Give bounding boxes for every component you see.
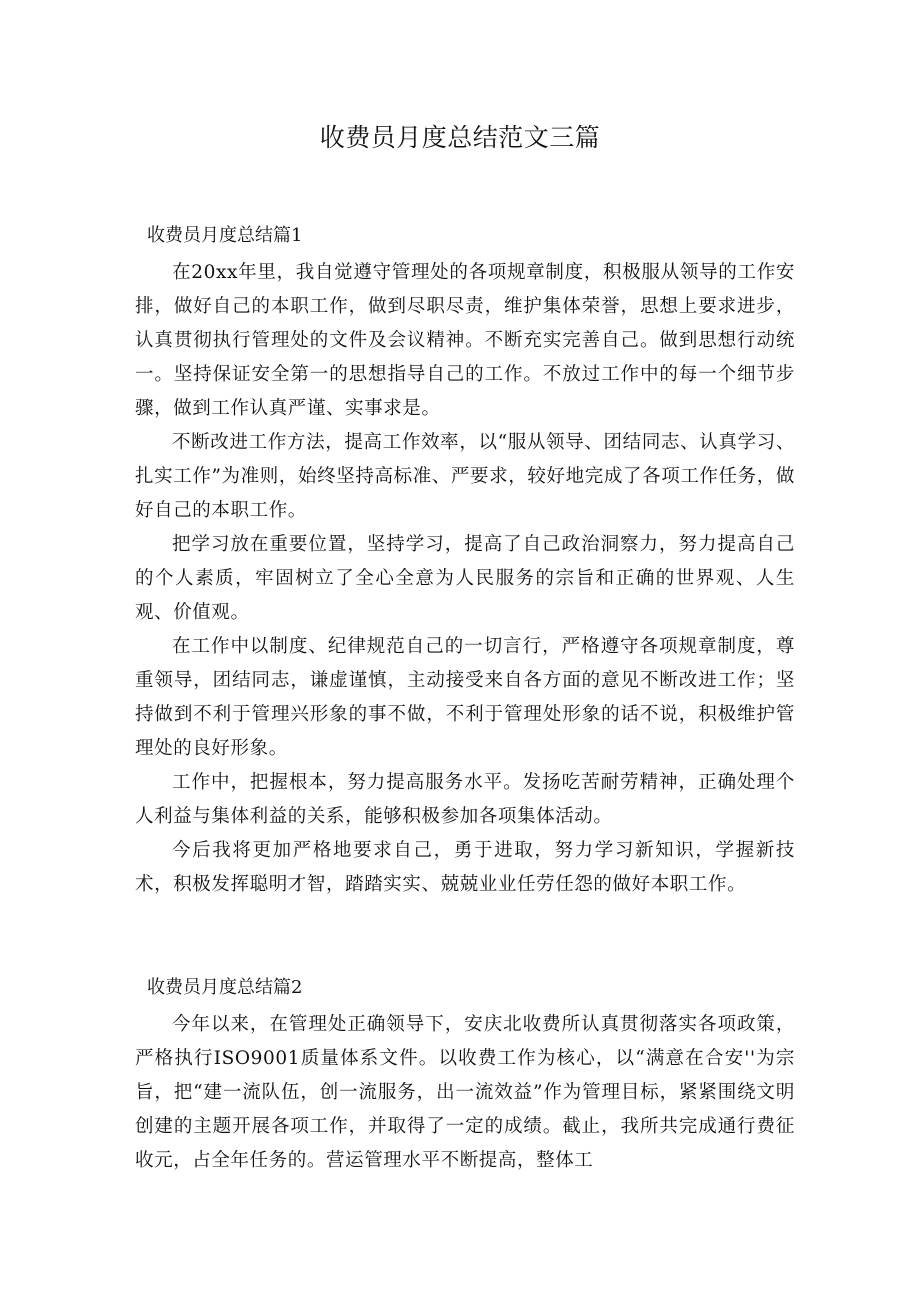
section-2 xyxy=(135,976,795,1178)
section-heading: 收费员月度总结篇2 xyxy=(147,977,303,998)
paragraph: 把学习放在重要位置，坚持学习，提高了自己政治洞察力，努力提高自己的个人素质，牢固树立了全心全意为人民服务的宗旨和正确的世界观、人生观、价值观。 xyxy=(135,534,795,623)
paragraph: 在工作中以制度、纪律规范自己的一切言行，严格遵守各项规章制度，尊重领导，团结同志，谦虚谨慎，主动接受来自各方面的意见不断改进工作；坚持做到不利于管理兴形象的事不做，不利于管理处形象的话不说，积极维护管理处的良好形象。 xyxy=(135,636,795,759)
section-1 xyxy=(135,224,795,902)
paragraph: 今后我将更加严格地要求自己，勇于进取，努力学习新知识，学握新技术，积极发挥聪明才智，踏踏实实、兢兢业业任劳任怨的做好本职工作。 xyxy=(135,840,795,895)
paragraph: 不断改进工作方法，提高工作效率，以“服从领导、团结同志、认真学习、扎实工作”为准则，始终坚持高标准、严要求，较好地完成了各项工作任务，做好自己的本职工作。 xyxy=(135,432,795,521)
document-title: 收费员月度总结范文三篇 xyxy=(319,123,601,152)
paragraph: 今年以来，在管理处正确领导下，安庆北收费所认真贯彻落实各项政策，严格执行ISO9001质量体系文件。以收费工作为核心，以“满意在合安''为宗旨，把“建一流队伍，创一流服务，出一流效益”作为管理目标，紧紧围绕文明创建的主题开展各项工作，并取得了一定的成绩。截止，我所共完成通行费征收元，占全年任务的。营运管理水平不断提高，整体工 xyxy=(135,1014,795,1171)
paragraph: 在20xx年里，我自觉遵守管理处的各项规章制度，积极服从领导的工作安排，做好自己的本职工作，做到尽职尽责，维护集体荣誉，思想上要求进步，认真贯彻执行管理处的文件及会议精神。不断充实完善自己。做到思想行动统一。坚持保证安全第一的思想指导自己的工作。不放过工作中的每一个细节步骤，做到工作认真严谨、实事求是。 xyxy=(135,262,795,419)
section-heading: 收费员月度总结篇1 xyxy=(147,225,303,246)
paragraph: 工作中，把握根本，努力提高服务水平。发扬吃苦耐劳精神，正确处理个人利益与集体利益的关系，能够积极参加各项集体活动。 xyxy=(135,772,795,827)
